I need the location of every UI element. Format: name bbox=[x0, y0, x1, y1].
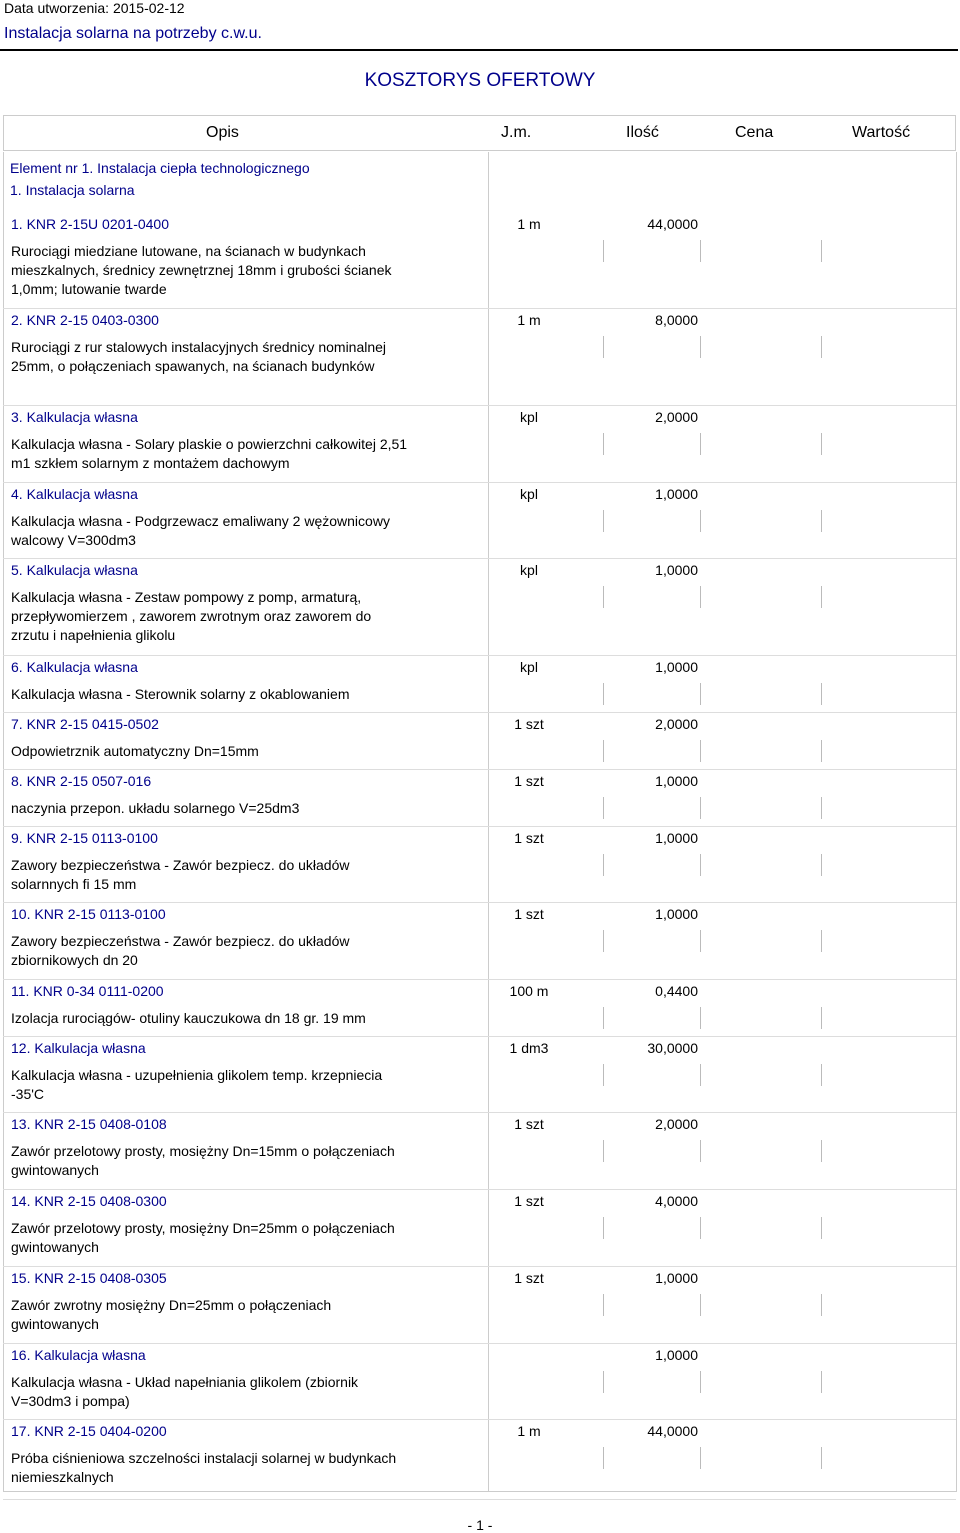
item-code bbox=[11, 716, 159, 732]
cell-divider bbox=[821, 1064, 822, 1086]
item-quantity: 8,0000 bbox=[655, 312, 698, 328]
project-title: Instalacja solarna na potrzeby c.w.u. bbox=[4, 25, 262, 42]
item-code bbox=[11, 486, 138, 502]
item-basis: Kalkulacja własna bbox=[26, 409, 138, 425]
table-row bbox=[3, 558, 956, 656]
table-row bbox=[3, 1112, 956, 1190]
item-basis: KNR 2-15U 0201-0400 bbox=[26, 216, 169, 232]
cell-divider bbox=[821, 1007, 822, 1029]
item-unit: kpl bbox=[520, 659, 538, 675]
cell-divider bbox=[821, 740, 822, 762]
item-number: 15. bbox=[11, 1270, 31, 1286]
table-row bbox=[3, 482, 956, 559]
column-ilosc: Ilość bbox=[626, 124, 659, 141]
item-quantity: 1,0000 bbox=[655, 659, 698, 675]
table-border-right bbox=[956, 152, 957, 1492]
item-unit: 1 szt bbox=[514, 1193, 544, 1209]
item-number: 11. bbox=[11, 983, 30, 999]
cell-divider bbox=[821, 683, 822, 705]
cell-divider bbox=[700, 510, 701, 532]
item-quantity: 1,0000 bbox=[655, 773, 698, 789]
cell-divider bbox=[603, 1294, 604, 1316]
item-code bbox=[11, 983, 164, 999]
item-description: Kalkulacja własna - Zestaw pompowy z pomp, armaturą, przepływomierzem , zaworem zwrotnym oraz zaworem do zrzutu i napełnienia glikolu bbox=[11, 589, 372, 643]
cell-divider bbox=[700, 336, 701, 358]
item-basis: KNR 2-15 0403-0300 bbox=[26, 312, 159, 328]
item-code bbox=[11, 1193, 167, 1209]
cell-divider bbox=[603, 240, 604, 262]
item-unit: 1 szt bbox=[514, 906, 544, 922]
item-basis: Kalkulacja własna bbox=[34, 1040, 146, 1056]
cell-divider bbox=[603, 1371, 604, 1393]
item-code bbox=[11, 830, 158, 846]
header-divider bbox=[0, 49, 958, 51]
creation-date: Data utworzenia: 2015-02-12 bbox=[4, 0, 185, 16]
item-quantity: 2,0000 bbox=[655, 716, 698, 732]
cell-divider bbox=[603, 1217, 604, 1239]
table-row bbox=[3, 1189, 956, 1267]
item-unit: 1 m bbox=[517, 312, 541, 328]
cell-divider bbox=[700, 1140, 701, 1162]
cell-divider bbox=[603, 336, 604, 358]
cell-divider bbox=[700, 1371, 701, 1393]
cell-divider bbox=[603, 930, 604, 952]
cell-divider bbox=[821, 1217, 822, 1239]
cell-divider bbox=[700, 586, 701, 608]
column-opis: Opis bbox=[206, 124, 239, 141]
item-unit: 1 dm3 bbox=[509, 1040, 549, 1056]
item-quantity: 44,0000 bbox=[647, 216, 698, 232]
item-number: 14. bbox=[11, 1193, 31, 1209]
item-unit: 1 szt bbox=[514, 1116, 544, 1132]
item-basis: Kalkulacja własna bbox=[26, 562, 138, 578]
item-code bbox=[11, 1116, 167, 1132]
cell-divider bbox=[603, 1140, 604, 1162]
item-number: 12. bbox=[11, 1040, 31, 1056]
item-basis: KNR 2-15 0507-016 bbox=[26, 773, 152, 789]
table-row bbox=[3, 1266, 956, 1344]
item-description: naczynia przepon. układu solarnego V=25dm3 bbox=[11, 800, 300, 816]
element-heading bbox=[10, 157, 310, 201]
item-number: 4. bbox=[11, 486, 23, 502]
table-row bbox=[3, 826, 956, 903]
item-quantity: 44,0000 bbox=[647, 1423, 698, 1439]
table-header bbox=[3, 115, 956, 151]
cell-divider bbox=[821, 240, 822, 262]
item-description: Zawór zwrotny mosiężny Dn=25mm o połączeniach gwintowanych bbox=[11, 1297, 332, 1332]
cell-divider bbox=[700, 1007, 701, 1029]
item-description: Kalkulacja własna - Solary plaskie o powierzchni całkowitej 2,51 m1 szkłem solarnym z montażem dachowym bbox=[11, 436, 408, 471]
item-quantity: 1,0000 bbox=[655, 1270, 698, 1286]
item-quantity: 1,0000 bbox=[655, 830, 698, 846]
table-row bbox=[3, 212, 956, 309]
table-row bbox=[3, 1036, 956, 1113]
item-basis: KNR 2-15 0113-0100 bbox=[34, 906, 166, 922]
item-code bbox=[11, 562, 138, 578]
cell-divider bbox=[603, 1064, 604, 1086]
table-row bbox=[3, 1419, 956, 1500]
cell-divider bbox=[700, 1447, 701, 1469]
cell-divider bbox=[821, 854, 822, 876]
item-unit: 100 m bbox=[509, 983, 549, 999]
item-description: Izolacja rurociągów- otuliny kauczukowa dn 18 gr. 19 mm bbox=[11, 1010, 366, 1026]
item-number: 16. bbox=[11, 1347, 31, 1363]
item-quantity: 0,4400 bbox=[655, 983, 698, 999]
item-quantity: 2,0000 bbox=[655, 1116, 698, 1132]
element-name: Element nr 1. Instalacja ciepła technologicznego bbox=[10, 160, 310, 176]
document-title: KOSZTORYS OFERTOWY bbox=[364, 70, 596, 91]
item-basis: KNR 2-15 0415-0502 bbox=[26, 716, 159, 732]
table-row bbox=[3, 769, 956, 827]
cell-divider bbox=[700, 1294, 701, 1316]
item-basis: KNR 0-34 0111-0200 bbox=[33, 983, 164, 999]
cell-divider bbox=[821, 336, 822, 358]
cell-divider bbox=[603, 854, 604, 876]
item-number: 5. bbox=[11, 562, 23, 578]
item-quantity: 2,0000 bbox=[655, 409, 698, 425]
item-description: Rurociągi miedziane lutowane, na ścianach w budynkach mieszkalnych, średnicy zewnętrznej 18mm i grubości ścianek 1,0mm; lutowanie twarde bbox=[11, 243, 392, 297]
item-unit: 1 szt bbox=[514, 773, 544, 789]
item-description: Zawory bezpieczeństwa - Zawór bezpiecz. do układów solarnnych fi 15 mm bbox=[11, 857, 350, 892]
item-code bbox=[11, 1270, 167, 1286]
cell-divider bbox=[603, 683, 604, 705]
item-number: 6. bbox=[11, 659, 23, 675]
table-row bbox=[3, 712, 956, 770]
item-code bbox=[11, 409, 138, 425]
item-unit: kpl bbox=[520, 562, 538, 578]
cell-divider bbox=[700, 1064, 701, 1086]
cell-divider bbox=[821, 1294, 822, 1316]
item-description: Zawór przelotowy prosty, mosiężny Dn=25mm o połączeniach gwintowanych bbox=[11, 1220, 395, 1255]
cell-divider bbox=[700, 797, 701, 819]
cell-divider bbox=[821, 586, 822, 608]
item-number: 1. bbox=[11, 216, 23, 232]
item-unit: 1 szt bbox=[514, 1270, 544, 1286]
table-row bbox=[3, 308, 956, 406]
table-row bbox=[3, 655, 956, 713]
item-description: Kalkulacja własna - Podgrzewacz emaliwany 2 wężownicowy walcowy V=300dm3 bbox=[11, 513, 390, 548]
cell-divider bbox=[603, 510, 604, 532]
item-basis: Kalkulacja własna bbox=[26, 659, 138, 675]
item-number: 8. bbox=[11, 773, 23, 789]
table-row bbox=[3, 979, 956, 1037]
cell-divider bbox=[603, 1007, 604, 1029]
cell-divider bbox=[821, 433, 822, 455]
item-description: Zawór przelotowy prosty, mosiężny Dn=15mm o połączeniach gwintowanych bbox=[11, 1143, 395, 1178]
item-code bbox=[11, 1040, 146, 1056]
item-number: 17. bbox=[11, 1423, 31, 1439]
item-code bbox=[11, 906, 166, 922]
item-number: 9. bbox=[11, 830, 23, 846]
item-description: Kalkulacja własna - Sterownik solarny z okablowaniem bbox=[11, 686, 350, 702]
item-description: Zawory bezpieczeństwa - Zawór bezpiecz. do układów zbiornikowych dn 20 bbox=[11, 933, 350, 968]
item-unit: 1 szt bbox=[514, 716, 544, 732]
item-number: 3. bbox=[11, 409, 23, 425]
cell-divider bbox=[821, 797, 822, 819]
item-quantity: 1,0000 bbox=[655, 562, 698, 578]
item-code bbox=[11, 216, 169, 232]
cell-divider bbox=[700, 1217, 701, 1239]
item-number: 13. bbox=[11, 1116, 31, 1132]
page-number: - 1 - bbox=[467, 1517, 493, 1533]
item-number: 2. bbox=[11, 312, 23, 328]
element-subsection: 1. Instalacja solarna bbox=[10, 182, 135, 198]
cell-divider bbox=[603, 433, 604, 455]
item-description: Kalkulacja własna - Układ napełniania glikolem (zbiornik V=30dm3 i pompa) bbox=[11, 1374, 359, 1409]
item-unit: kpl bbox=[520, 409, 538, 425]
item-basis: KNR 2-15 0113-0100 bbox=[26, 830, 158, 846]
item-unit: 1 m bbox=[517, 1423, 541, 1439]
cell-divider bbox=[700, 240, 701, 262]
item-unit: 1 m bbox=[517, 216, 541, 232]
item-number: 10. bbox=[11, 906, 31, 922]
item-description: Odpowietrznik automatyczny Dn=15mm bbox=[11, 743, 259, 759]
item-description: Kalkulacja własna - uzupełnienia glikolem temp. krzepniecia -35'C bbox=[11, 1067, 383, 1102]
column-cena: Cena bbox=[735, 124, 774, 141]
item-basis: KNR 2-15 0408-0108 bbox=[34, 1116, 167, 1132]
item-basis: KNR 2-15 0408-0300 bbox=[34, 1193, 167, 1209]
item-basis: KNR 2-15 0408-0305 bbox=[34, 1270, 167, 1286]
item-quantity: 30,0000 bbox=[647, 1040, 698, 1056]
cell-divider bbox=[603, 1447, 604, 1469]
cell-divider bbox=[700, 930, 701, 952]
table-row bbox=[3, 902, 956, 980]
item-code bbox=[11, 773, 151, 789]
item-code bbox=[11, 1423, 167, 1439]
table-row bbox=[3, 405, 956, 483]
cell-divider bbox=[603, 586, 604, 608]
cell-divider bbox=[821, 1140, 822, 1162]
item-code bbox=[11, 312, 159, 328]
item-quantity: 4,0000 bbox=[655, 1193, 698, 1209]
item-description: Rurociągi z rur stalowych instalacyjnych średnicy nominalnej 25mm, o połączeniach spawanych, na ścianach budynków bbox=[11, 339, 387, 374]
cell-divider bbox=[821, 1447, 822, 1469]
item-code bbox=[11, 1347, 146, 1363]
cell-divider bbox=[603, 740, 604, 762]
item-unit: 1 szt bbox=[514, 830, 544, 846]
cell-divider bbox=[821, 1371, 822, 1393]
item-code bbox=[11, 659, 138, 675]
item-basis: Kalkulacja własna bbox=[34, 1347, 146, 1363]
item-basis: KNR 2-15 0404-0200 bbox=[34, 1423, 167, 1439]
item-number: 7. bbox=[11, 716, 23, 732]
column-jm: J.m. bbox=[501, 124, 532, 141]
item-quantity: 1,0000 bbox=[655, 486, 698, 502]
column-wartosc: Wartość bbox=[852, 124, 911, 141]
item-unit: kpl bbox=[520, 486, 538, 502]
cell-divider bbox=[700, 740, 701, 762]
cell-divider bbox=[603, 797, 604, 819]
cell-divider bbox=[700, 433, 701, 455]
item-quantity: 1,0000 bbox=[655, 906, 698, 922]
cell-divider bbox=[821, 930, 822, 952]
item-quantity: 1,0000 bbox=[655, 1347, 698, 1363]
cell-divider bbox=[700, 854, 701, 876]
table-row bbox=[3, 1343, 956, 1420]
item-basis: Kalkulacja własna bbox=[26, 486, 138, 502]
cell-divider bbox=[700, 683, 701, 705]
item-description: Próba ciśnieniowa szczelności instalacji solarnej w budynkach niemieszkalnych bbox=[11, 1450, 397, 1485]
cell-divider bbox=[821, 510, 822, 532]
